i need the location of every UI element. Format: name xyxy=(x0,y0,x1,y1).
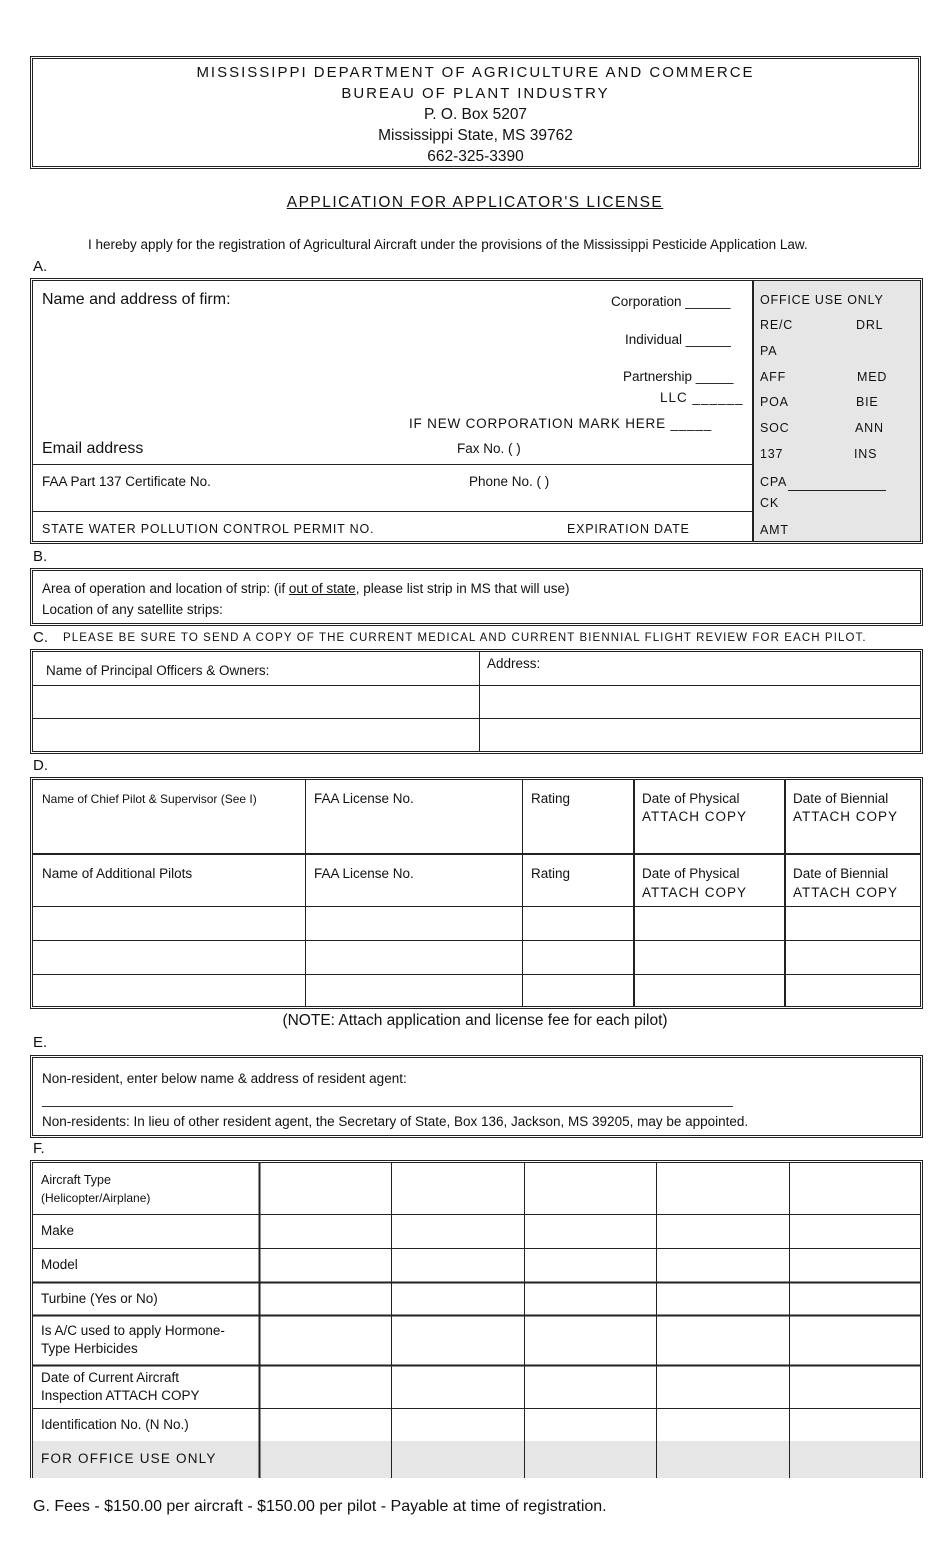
office-pa: PA xyxy=(760,344,778,358)
attach-copy-physical-2: ATTACH COPY xyxy=(642,885,748,900)
area-of-operation-label: Area of operation and location of strip: (if out of state, please list strip in MS that will use) xyxy=(42,581,570,596)
rating-header-1: Rating xyxy=(531,791,571,806)
section-a-box xyxy=(30,278,923,544)
intro-statement: I hereby apply for the registration of Agricultural Aircraft under the provisions of the Mississippi Pesticide Application Law. xyxy=(88,237,808,252)
office-aff: AFF xyxy=(760,370,787,384)
section-e-label: E. xyxy=(33,1034,48,1051)
office-use-row-label: FOR OFFICE USE ONLY xyxy=(41,1451,217,1466)
office-amt: AMT xyxy=(760,523,789,537)
section-d-label: D. xyxy=(33,757,48,774)
expiration-date-label: EXPIRATION DATE xyxy=(567,522,690,536)
office-ann: ANN xyxy=(855,421,884,435)
resident-agent-line[interactable]: ____________________________________________________________________________________________ xyxy=(42,1092,733,1107)
faa-part137-cert-label: FAA Part 137 Certificate No. xyxy=(42,474,211,489)
form-title: APPLICATION FOR APPLICATOR'S LICENSE xyxy=(286,194,664,211)
principal-officers-label: Name of Principal Officers & Owners: xyxy=(46,663,270,678)
date-physical-header-2: Date of Physical xyxy=(642,866,740,881)
aircraft-row-label: Aircraft Type (Helicopter/Airplane) xyxy=(41,1172,151,1205)
department-name: MISSISSIPPI DEPARTMENT OF AGRICULTURE AND COMMERCE xyxy=(196,64,755,81)
new-corporation-mark[interactable]: IF NEW CORPORATION MARK HERE _____ xyxy=(409,416,713,431)
office-rec: RE/C xyxy=(760,318,794,332)
attach-copy-biennial-2: ATTACH COPY xyxy=(793,885,899,900)
aircraft-row-label: Model xyxy=(41,1257,78,1272)
faa-license-header-2: FAA License No. xyxy=(314,866,414,881)
letterhead xyxy=(30,56,921,169)
city-state-zip: Mississippi State, MS 39762 xyxy=(378,127,573,144)
section-b-box xyxy=(30,568,923,626)
corporation-checkbox-label[interactable]: Corporation ______ xyxy=(611,294,731,309)
partnership-checkbox-label[interactable]: Partnership _____ xyxy=(623,369,734,384)
water-permit-label: STATE WATER POLLUTION CONTROL PERMIT NO. xyxy=(42,522,375,536)
section-c-note: PLEASE BE SURE TO SEND A COPY OF THE CURRENT MEDICAL AND CURRENT BIENNIAL FLIGHT REVIEW FOR EACH PILOT. xyxy=(63,632,867,644)
individual-checkbox-label[interactable]: Individual ______ xyxy=(625,332,731,347)
office-cpa: CPA xyxy=(760,475,788,489)
section-d-box xyxy=(30,777,923,1009)
license-fee-note: (NOTE: Attach application and license fee for each pilot) xyxy=(282,1012,668,1029)
bureau-name: BUREAU OF PLANT INDUSTRY xyxy=(341,85,610,102)
attach-copy-physical-1: ATTACH COPY xyxy=(642,809,748,824)
section-a-label: A. xyxy=(33,258,48,275)
date-biennial-header-1: Date of Biennial xyxy=(793,791,889,806)
section-f-label: F. xyxy=(33,1140,45,1157)
office-137: 137 xyxy=(760,447,784,461)
fees-statement: G. Fees - $150.00 per aircraft - $150.00 per pilot - Payable at time of registration. xyxy=(33,1498,607,1515)
office-bie: BIE xyxy=(856,395,879,409)
phone-number-label: Phone No. ( ) xyxy=(469,474,550,489)
office-soc: SOC xyxy=(760,421,790,435)
section-b-label: B. xyxy=(33,548,48,565)
date-biennial-header-2: Date of Biennial xyxy=(793,866,889,881)
additional-pilots-label: Name of Additional Pilots xyxy=(42,866,193,881)
aircraft-row-label: Make xyxy=(41,1223,75,1238)
po-box: P. O. Box 5207 xyxy=(423,106,528,123)
rating-header-2: Rating xyxy=(531,866,571,881)
phone-number: 662-325-3390 xyxy=(427,148,524,165)
office-med: MED xyxy=(857,370,888,384)
office-poa: POA xyxy=(760,395,789,409)
office-drl: DRL xyxy=(856,318,884,332)
section-c-label: C. xyxy=(33,629,48,646)
office-ins: INS xyxy=(854,447,878,461)
faa-license-header-1: FAA License No. xyxy=(314,791,414,806)
date-physical-header-1: Date of Physical xyxy=(642,791,740,806)
email-address-label: Email address xyxy=(42,440,144,457)
satellite-strips-label: Location of any satellite strips: xyxy=(42,602,223,617)
aircraft-row-label: Turbine (Yes or No) xyxy=(41,1290,158,1306)
aircraft-table xyxy=(30,1160,923,1478)
aircraft-row-label: Date of Current Aircraft Inspection ATTACH COPY xyxy=(41,1369,200,1403)
llc-checkbox-label[interactable]: LLC ______ xyxy=(660,390,744,405)
officers-address-label: Address: xyxy=(487,656,541,671)
aircraft-row-label: Identification No. (N No.) xyxy=(41,1416,189,1432)
firm-name-address-label: Name and address of firm: xyxy=(42,291,231,308)
resident-agent-label: Non-resident, enter below name & address of resident agent: xyxy=(42,1071,407,1086)
office-ck: CK xyxy=(760,496,779,510)
chief-pilot-label: Name of Chief Pilot & Supervisor (See I) xyxy=(42,792,257,806)
office-use-title: OFFICE USE ONLY xyxy=(760,293,884,307)
secretary-of-state-note: Non-residents: In lieu of other resident agent, the Secretary of State, Box 136, Jackson, MS 39205, may be appointed. xyxy=(42,1114,749,1129)
fax-number-label: Fax No. ( ) xyxy=(457,441,521,456)
aircraft-row-label: Is A/C used to apply Hormone- Type Herbicides xyxy=(41,1323,225,1356)
section-c-box xyxy=(30,649,923,754)
section-e-box xyxy=(30,1055,923,1138)
attach-copy-biennial-1: ATTACH COPY xyxy=(793,809,899,824)
